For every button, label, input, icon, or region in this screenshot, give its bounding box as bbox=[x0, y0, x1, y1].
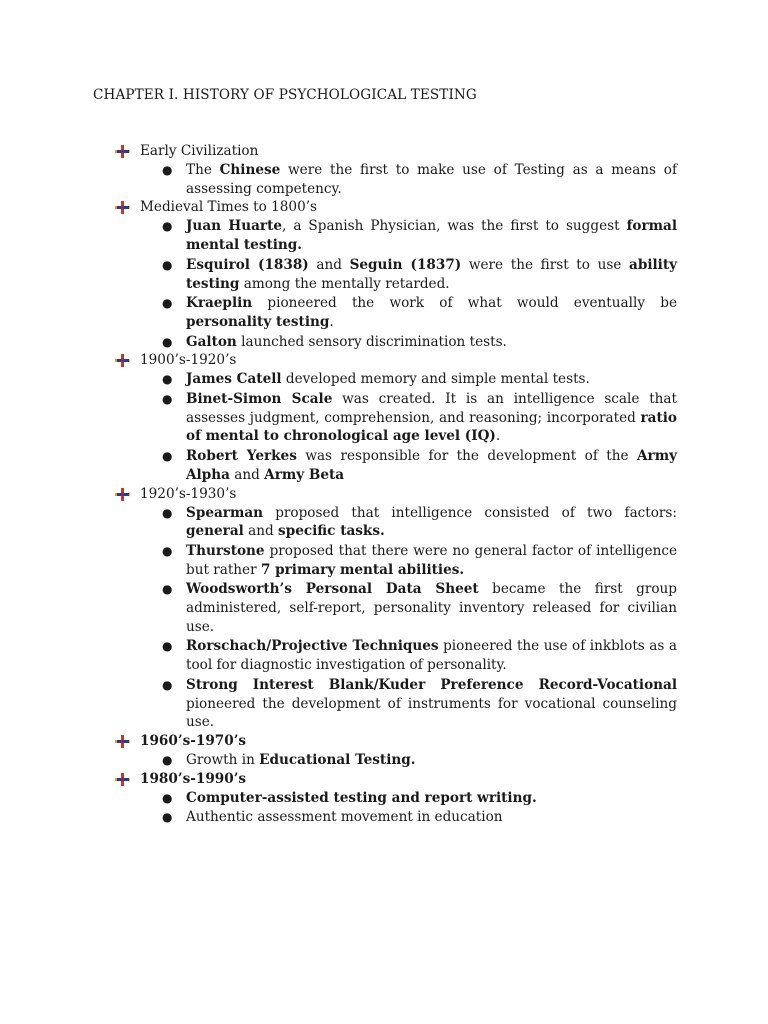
bold-text-run: Juan Huarte bbox=[186, 218, 283, 235]
text-run: among the mentally retarded. bbox=[239, 275, 450, 292]
bullet-list bbox=[115, 789, 677, 827]
section-heading bbox=[115, 142, 677, 161]
list-item bbox=[115, 333, 677, 352]
list-item-text bbox=[186, 390, 677, 446]
list-item bbox=[115, 447, 677, 484]
section-heading-text: 1900’s-1920’s bbox=[140, 352, 237, 369]
bold-text-run: Kraeplin bbox=[186, 295, 253, 312]
section-heading bbox=[115, 351, 677, 370]
bold-text-run: general bbox=[186, 523, 244, 540]
text-run: The bbox=[186, 162, 220, 178]
text-run: and bbox=[229, 466, 265, 483]
bold-text-run: Thurstone bbox=[186, 542, 265, 559]
list-item bbox=[115, 294, 677, 331]
text-run: , a Spanish Physician, was the first to suggest bbox=[282, 218, 627, 235]
text-run: was created. It is an intelligence scale that assesses judgment, comprehension, and reasoning; incorporated bbox=[186, 391, 677, 426]
list-item bbox=[115, 390, 677, 446]
bold-text-run: Robert Yerkes bbox=[186, 448, 297, 465]
text-run: Authentic assessment movement in education bbox=[186, 809, 503, 826]
bold-text-run: Seguin (1837) bbox=[349, 256, 462, 273]
outline-section bbox=[115, 732, 677, 770]
text-run: and bbox=[308, 256, 350, 273]
arrow-bullet-icon bbox=[115, 145, 130, 158]
bold-text-run: Binet-Simon Scale bbox=[186, 391, 333, 408]
bold-text-run: ability testing bbox=[186, 256, 677, 292]
bold-text-run: personality testing bbox=[186, 313, 330, 330]
list-item-text bbox=[186, 580, 677, 636]
bold-text-run: 7 primary mental abilities. bbox=[260, 561, 465, 578]
bullet-dot-icon: ● bbox=[162, 296, 173, 311]
bullet-dot-icon: ● bbox=[162, 752, 173, 767]
text-run: pioneered the work of what would eventually be bbox=[252, 295, 677, 312]
list-item bbox=[115, 751, 677, 770]
bullet-list bbox=[115, 217, 677, 351]
text-run: . bbox=[495, 428, 501, 445]
arrow-bullet-icon bbox=[115, 735, 130, 748]
bold-text-run: Army Alpha bbox=[186, 448, 677, 483]
bold-text-run: ratio of mental to chronological age level (IQ) bbox=[186, 409, 677, 445]
bullet-dot-icon: ● bbox=[162, 219, 173, 234]
text-run: and bbox=[243, 523, 279, 540]
list-item-text bbox=[186, 751, 677, 770]
text-run: launched sensory discrimination tests. bbox=[236, 333, 507, 350]
list-item-text bbox=[186, 294, 677, 331]
outline-section bbox=[115, 142, 677, 198]
bullet-list bbox=[115, 370, 677, 484]
section-heading-text: 1960’s-1970’s bbox=[140, 732, 247, 749]
outline-section bbox=[115, 485, 677, 732]
text-run: pioneered the development of instruments for vocational counseling use. bbox=[186, 695, 677, 731]
list-item-text bbox=[186, 256, 677, 293]
text-run: proposed that there were no general factor of intelligence but rather bbox=[186, 542, 677, 578]
list-item bbox=[115, 676, 677, 732]
outline-section bbox=[115, 351, 677, 484]
arrow-bullet-icon bbox=[115, 773, 130, 786]
outline-section bbox=[115, 770, 677, 827]
bold-text-run: Computer-assisted testing and report writing. bbox=[186, 789, 537, 806]
text-run: Growth in bbox=[186, 751, 260, 768]
section-heading-text: Medieval Times to 1800’s bbox=[140, 199, 318, 216]
list-item bbox=[115, 504, 677, 541]
bullet-dot-icon: ● bbox=[162, 543, 173, 558]
list-item-text bbox=[186, 504, 677, 541]
list-item bbox=[115, 542, 677, 579]
list-item bbox=[115, 370, 677, 389]
bullet-dot-icon: ● bbox=[162, 582, 173, 597]
list-item bbox=[115, 256, 677, 293]
bullet-dot-icon: ● bbox=[162, 810, 173, 825]
list-item bbox=[115, 580, 677, 636]
bold-text-run: Educational Testing. bbox=[259, 751, 416, 768]
section-heading-text: 1920’s-1930’s bbox=[140, 485, 237, 502]
bullet-dot-icon: ● bbox=[162, 257, 173, 272]
text-run: proposed that intelligence consisted of two factors: bbox=[263, 504, 677, 521]
bold-text-run: Strong Interest Blank/Kuder Preference Record-Vocational bbox=[186, 676, 677, 693]
bold-text-run: Rorschach/Projective Techniques bbox=[186, 638, 439, 655]
bullet-list bbox=[115, 504, 677, 732]
arrow-bullet-icon bbox=[115, 488, 130, 501]
bullet-dot-icon: ● bbox=[162, 163, 173, 177]
bold-text-run: Esquirol (1838) bbox=[186, 256, 309, 273]
section-heading bbox=[115, 198, 677, 217]
bold-text-run: specific tasks. bbox=[278, 523, 385, 540]
list-item-text bbox=[186, 217, 677, 254]
bullet-dot-icon: ● bbox=[162, 505, 173, 520]
list-item-text bbox=[186, 333, 677, 352]
section-heading-text: 1980’s-1990’s bbox=[140, 770, 247, 787]
bullet-dot-icon: ● bbox=[162, 392, 173, 407]
bold-text-run: Galton bbox=[186, 333, 237, 350]
list-item-text bbox=[186, 370, 677, 389]
text-run: developed memory and simple mental tests. bbox=[281, 371, 590, 388]
outline-list bbox=[115, 142, 677, 827]
outline-section bbox=[115, 198, 677, 351]
list-item bbox=[115, 161, 677, 198]
text-run: . bbox=[329, 313, 334, 330]
section-heading bbox=[115, 732, 677, 751]
list-item bbox=[115, 789, 677, 808]
text-run: was responsible for the development of the bbox=[296, 448, 637, 465]
bullet-dot-icon: ● bbox=[162, 639, 173, 654]
page-title: CHAPTER I. HISTORY OF PSYCHOLOGICAL TESTING bbox=[93, 87, 477, 103]
arrow-bullet-icon bbox=[115, 201, 130, 214]
text-run: pioneered the use of inkblots as a tool for diagnostic investigation of personality. bbox=[186, 638, 677, 674]
list-item-text bbox=[186, 447, 677, 484]
text-run: were the first to make use of Testing as a means of assessing competency. bbox=[186, 162, 677, 197]
arrow-bullet-icon bbox=[115, 354, 130, 367]
list-item bbox=[115, 808, 677, 827]
bullet-dot-icon: ● bbox=[162, 334, 173, 349]
bold-text-run: formal mental testing. bbox=[186, 218, 677, 254]
bold-text-run: Spearman bbox=[186, 504, 264, 521]
list-item bbox=[115, 637, 677, 674]
bullet-dot-icon: ● bbox=[162, 677, 173, 692]
bullet-list bbox=[115, 161, 677, 198]
text-run: became the first group administered, self-report, personality inventory released for civilian use. bbox=[186, 581, 677, 635]
section-heading bbox=[115, 770, 677, 789]
list-item-text bbox=[186, 637, 677, 674]
section-heading bbox=[115, 485, 677, 504]
list-item-text bbox=[186, 808, 677, 827]
bold-text-run: Chinese bbox=[219, 162, 281, 178]
list-item bbox=[115, 217, 677, 254]
bold-text-run: Army Beta bbox=[264, 466, 345, 483]
section-heading-text: Early Civilization bbox=[140, 143, 259, 159]
bullet-dot-icon: ● bbox=[162, 790, 173, 805]
list-item-text bbox=[186, 789, 677, 808]
bullet-dot-icon: ● bbox=[162, 449, 173, 464]
list-item-text bbox=[186, 542, 677, 579]
list-item-text bbox=[186, 161, 677, 198]
bold-text-run: James Catell bbox=[186, 371, 282, 388]
bullet-dot-icon: ● bbox=[162, 372, 173, 387]
text-run: were the first to use bbox=[461, 256, 630, 273]
list-item-text bbox=[186, 676, 677, 732]
bullet-list bbox=[115, 751, 677, 770]
bold-text-run: Woodsworth’s Personal Data Sheet bbox=[186, 581, 479, 598]
